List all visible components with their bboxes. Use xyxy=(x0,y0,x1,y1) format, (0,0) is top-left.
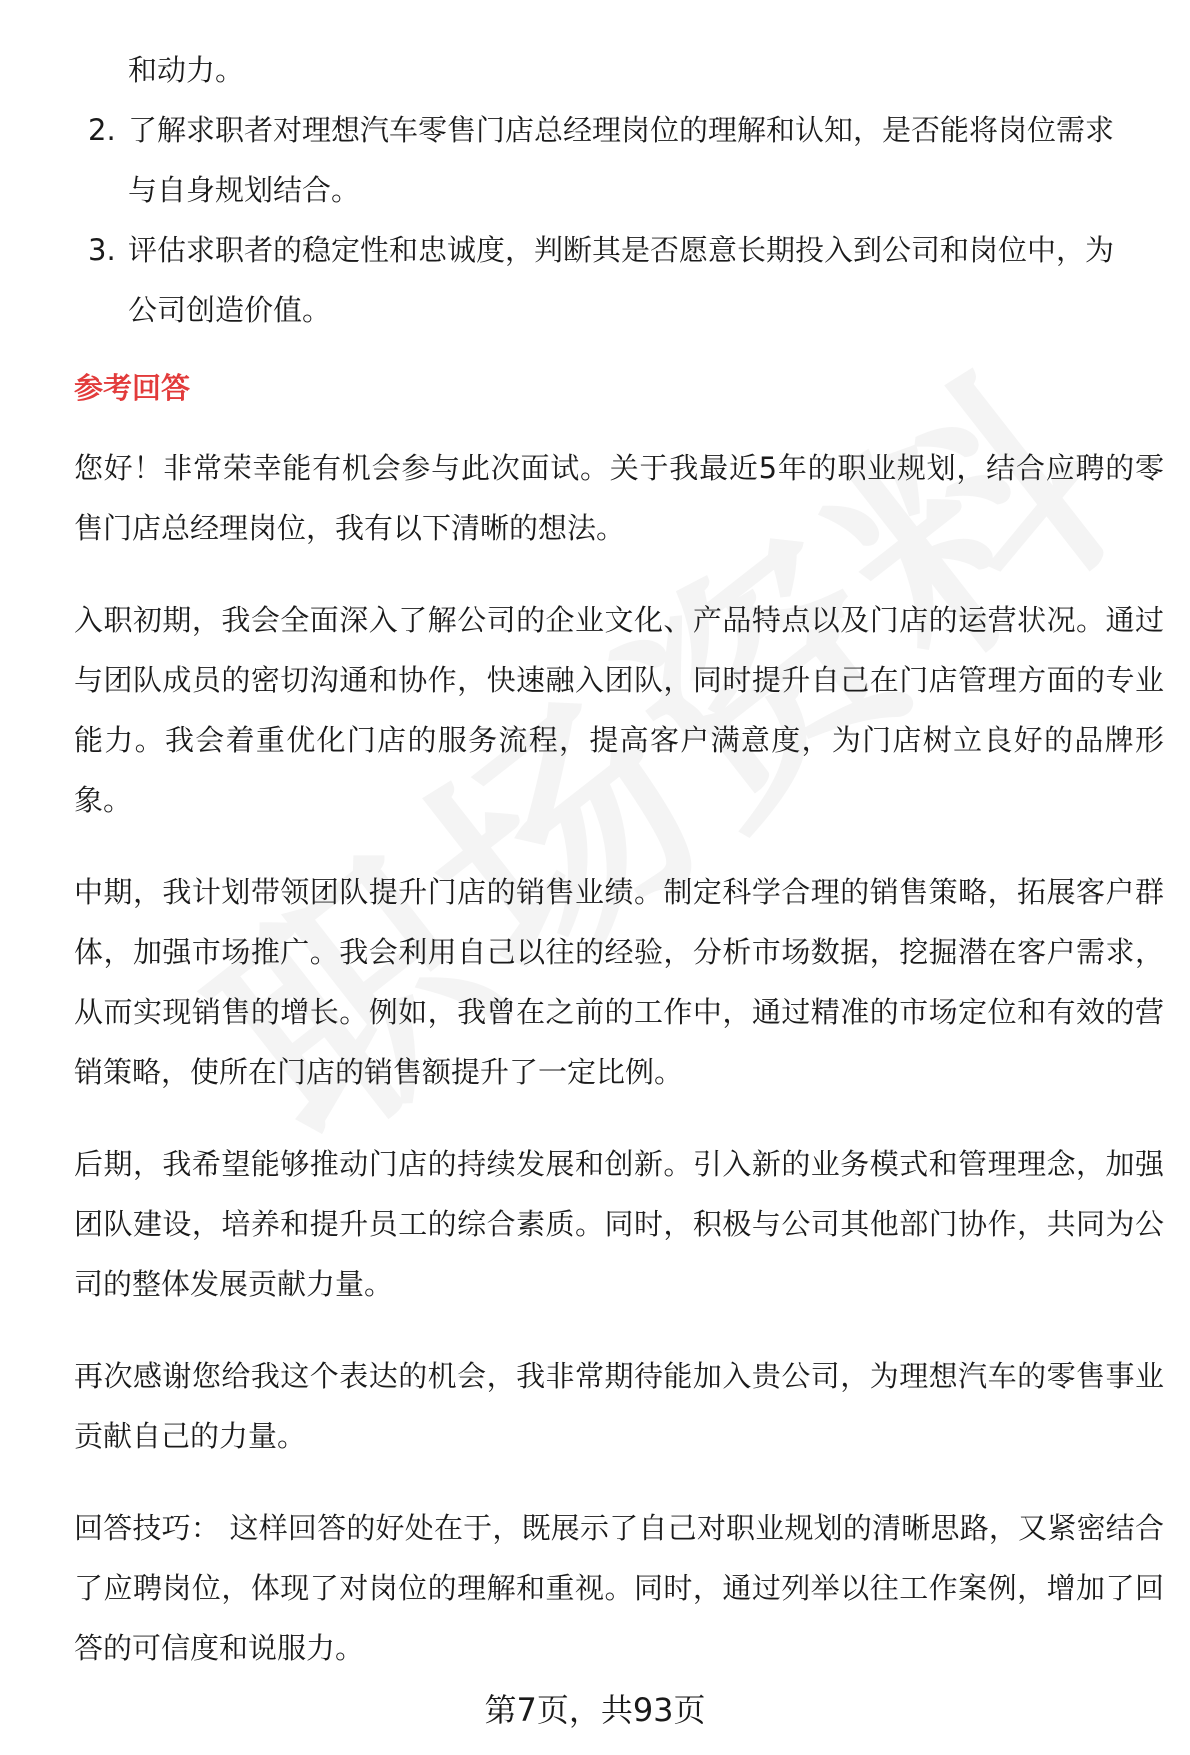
paragraph: 中期，我计划带领团队提升门店的销售业绩。制定科学合理的销售策略，拓展客户群体，加强市场推广。我会利用自己以往的经验，分析市场数据，挖掘潜在客户需求，从而实现销售的增长。例如，我曾在之前的工作中，通过精准的市场定位和有效的营销策略，使所在门店的销售额提升了一定比例。 xyxy=(74,875,1164,1089)
list-item-text: 评估求职者的稳定性和忠诚度，判断其是否愿意长期投入到公司和岗位中，为公司创造价值。 xyxy=(128,233,1115,327)
list-item-text: 和动力。 xyxy=(128,53,245,87)
numbered-list xyxy=(0,40,1190,340)
answer-content xyxy=(74,438,1164,1710)
paragraph: 回答技巧： 这样回答的好处在于，既展示了自己对职业规划的清晰思路，又紧密结合了应聘岗位，体现了对岗位的理解和重视。同时，通过列举以往工作案例，增加了回答的可信度和说服力。 xyxy=(74,1511,1164,1665)
section-heading: 参考回答 xyxy=(74,371,191,405)
paragraph: 再次感谢您给我这个表达的机会，我非常期待能加入贵公司，为理想汽车的零售事业贡献自己的力量。 xyxy=(74,1359,1164,1453)
list-item xyxy=(0,220,1190,340)
list-number: 2. xyxy=(88,113,116,147)
paragraph: 后期，我希望能够推动门店的持续发展和创新。引入新的业务模式和管理理念，加强团队建设，培养和提升员工的综合素质。同时，积极与公司其他部门协作，共同为公司的整体发展贡献力量。 xyxy=(74,1147,1164,1301)
list-item-text: 了解求职者对理想汽车零售门店总经理岗位的理解和认知，是否能将岗位需求与自身规划结合。 xyxy=(128,113,1115,207)
list-number: 3. xyxy=(88,233,116,267)
paragraph: 入职初期，我会全面深入了解公司的企业文化、产品特点以及门店的运营状况。通过与团队成员的密切沟通和协作，快速融入团队，同时提升自己在门店管理方面的专业能力。我会着重优化门店的服务流程，提高客户满意度，为门店树立良好的品牌形象。 xyxy=(74,603,1164,817)
paragraph: 您好！非常荣幸能有机会参与此次面试。关于我最近5年的职业规划，结合应聘的零售门店总经理岗位，我有以下清晰的想法。 xyxy=(74,451,1164,545)
list-item xyxy=(0,40,1190,100)
list-item xyxy=(0,100,1190,220)
page-number: 第7页，共93页 xyxy=(484,1691,706,1729)
